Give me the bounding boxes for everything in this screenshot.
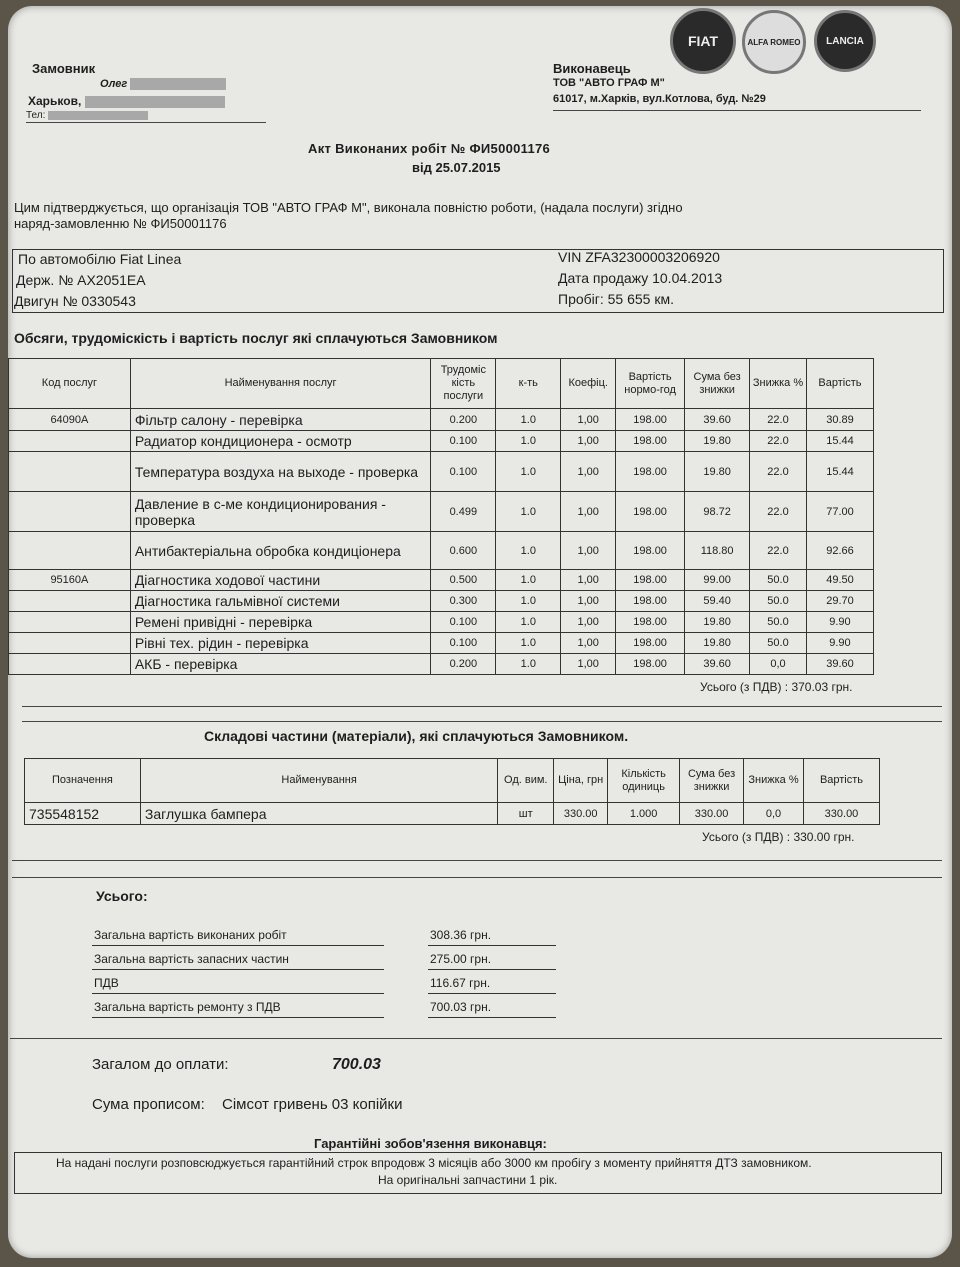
service-qty: 1.0 xyxy=(496,452,561,492)
service-total: 39.60 xyxy=(806,654,873,675)
service-coef: 1,00 xyxy=(561,409,616,431)
summary-value-underline xyxy=(428,1017,556,1018)
service-sum: 59.40 xyxy=(685,591,750,612)
service-qty: 1.0 xyxy=(496,591,561,612)
summary-label: Загальна вартість запасних частин xyxy=(94,952,289,966)
vehicle-engine: Двигун № 0330543 xyxy=(14,293,136,309)
intro-line-1: Цим підтверджується, що організація ТОВ "АВТО ГРАФ М", виконала повністю роботи, (надала послуги) згідно xyxy=(14,200,683,215)
table-row xyxy=(9,452,874,492)
summary-value-underline xyxy=(428,993,556,994)
summary-value: 275.00 грн. xyxy=(430,952,492,966)
service-hours: 0.100 xyxy=(431,633,496,654)
service-coef: 1,00 xyxy=(561,654,616,675)
table-row xyxy=(9,570,874,591)
service-qty: 1.0 xyxy=(496,409,561,431)
summary-label-underline xyxy=(92,1017,384,1018)
services-heading: Обсяги, трудоміскість і вартість послуг які сплачуються Замовником xyxy=(14,330,498,346)
service-code xyxy=(9,532,131,570)
service-coef: 1,00 xyxy=(561,532,616,570)
service-sum: 19.80 xyxy=(685,633,750,654)
service-sum: 19.80 xyxy=(685,452,750,492)
service-sum: 99.00 xyxy=(685,570,750,591)
alfa-romeo-logo: ALFA ROMEO xyxy=(742,10,806,74)
customer-name: Олег xyxy=(100,78,226,90)
part-sum: 330.00 xyxy=(680,803,744,825)
service-code xyxy=(9,591,131,612)
col-part-qty: Кількість одиниць xyxy=(608,759,680,803)
service-qty: 1.0 xyxy=(496,492,561,532)
contractor-heading: Виконавець xyxy=(553,61,631,76)
document-title: Акт Виконаних робіт № ФИ50001176 xyxy=(308,141,551,156)
service-coef: 1,00 xyxy=(561,431,616,452)
service-code xyxy=(9,431,131,452)
part-unit: шт xyxy=(498,803,554,825)
summary-value: 700.03 грн. xyxy=(430,1000,492,1014)
service-name: Радиатор кондиционера - осмотр xyxy=(130,431,431,452)
customer-city: Харьков, xyxy=(28,94,225,108)
service-discount: 50.0 xyxy=(750,570,807,591)
vehicle-mileage: Пробіг: 55 655 км. xyxy=(558,291,674,307)
service-name: Давление в с-ме кондиционирования - проверка xyxy=(130,492,431,532)
service-qty: 1.0 xyxy=(496,633,561,654)
service-coef: 1,00 xyxy=(561,452,616,492)
service-code xyxy=(9,654,131,675)
table-row xyxy=(9,409,874,431)
summary-value: 116.67 грн. xyxy=(430,976,491,990)
service-hours: 0.100 xyxy=(431,431,496,452)
warranty-line-1: На надані послуги розповсюджується гарантійний строк впродовж 3 місяців або 3000 км пробігу з моменту прийняття ДТЗ замовником. xyxy=(56,1156,812,1170)
service-discount: 22.0 xyxy=(750,492,807,532)
service-qty: 1.0 xyxy=(496,612,561,633)
separator-5 xyxy=(10,1038,942,1039)
service-coef: 1,00 xyxy=(561,591,616,612)
document-date: від 25.07.2015 xyxy=(412,160,501,175)
service-total: 9.90 xyxy=(806,612,873,633)
service-rate: 198.00 xyxy=(616,452,685,492)
contractor-address: 61017, м.Харків, вул.Котлова, буд. №29 xyxy=(553,93,766,105)
summary-value-underline xyxy=(428,945,556,946)
part-code: 735548152 xyxy=(25,803,141,825)
service-discount: 22.0 xyxy=(750,431,807,452)
service-rate: 198.00 xyxy=(616,633,685,654)
service-total: 15.44 xyxy=(806,452,873,492)
service-code xyxy=(9,633,131,654)
service-discount: 22.0 xyxy=(750,409,807,431)
service-hours: 0.200 xyxy=(431,409,496,431)
col-part-discount: Знижка % xyxy=(744,759,804,803)
service-coef: 1,00 xyxy=(561,492,616,532)
col-part-code: Позначення xyxy=(25,759,141,803)
table-row xyxy=(9,633,874,654)
service-qty: 1.0 xyxy=(496,532,561,570)
col-part-unit: Од. вим. xyxy=(498,759,554,803)
summary-label-underline xyxy=(92,969,384,970)
col-discount: Знижка % xyxy=(750,359,807,409)
service-coef: 1,00 xyxy=(561,570,616,591)
separator-2 xyxy=(22,721,942,722)
table-row xyxy=(9,654,874,675)
col-part-total: Вартість xyxy=(803,759,879,803)
service-sum: 19.80 xyxy=(685,431,750,452)
parts-total: Усього (з ПДВ) : 330.00 грн. xyxy=(702,830,855,844)
customer-underline xyxy=(26,122,266,123)
service-rate: 198.00 xyxy=(616,409,685,431)
service-name: АКБ - перевірка xyxy=(130,654,431,675)
service-discount: 0,0 xyxy=(750,654,807,675)
intro-line-2: наряд-замовленню № ФИ50001176 xyxy=(14,216,227,231)
service-discount: 50.0 xyxy=(750,633,807,654)
fiat-logo: FIAT xyxy=(670,8,736,74)
service-code xyxy=(9,452,131,492)
lancia-logo: LANCIA xyxy=(814,10,876,72)
service-hours: 0.600 xyxy=(431,532,496,570)
service-sum: 39.60 xyxy=(685,654,750,675)
service-discount: 22.0 xyxy=(750,452,807,492)
service-sum: 19.80 xyxy=(685,612,750,633)
service-hours: 0.100 xyxy=(431,452,496,492)
parts-table xyxy=(24,758,880,825)
service-total: 49.50 xyxy=(806,570,873,591)
service-coef: 1,00 xyxy=(561,612,616,633)
col-rate: Вартість нормо-год xyxy=(616,359,685,409)
service-rate: 198.00 xyxy=(616,492,685,532)
service-name: Температура воздуха на выходе - проверка xyxy=(130,452,431,492)
summary-label: Загальна вартість ремонту з ПДВ xyxy=(94,1000,281,1014)
table-row xyxy=(9,431,874,452)
vehicle-sale-date: Дата продажу 10.04.2013 xyxy=(558,270,723,286)
in-words-value: Сімсот гривень 03 копійки xyxy=(222,1096,403,1113)
services-header-row xyxy=(9,359,874,409)
summary-heading: Усього: xyxy=(96,888,148,904)
service-hours: 0.499 xyxy=(431,492,496,532)
col-part-price: Ціна, грн xyxy=(554,759,608,803)
summary-label: ПДВ xyxy=(94,976,119,990)
service-name: Фільтр салону - перевірка xyxy=(130,409,431,431)
contractor-name: ТОВ "АВТО ГРАФ М" xyxy=(553,77,665,89)
services-total: Усього (з ПДВ) : 370.03 грн. xyxy=(700,680,853,694)
service-total: 15.44 xyxy=(806,431,873,452)
service-code xyxy=(9,612,131,633)
service-qty: 1.0 xyxy=(496,570,561,591)
table-row xyxy=(9,591,874,612)
service-name: Діагностика ходової частини xyxy=(130,570,431,591)
service-rate: 198.00 xyxy=(616,591,685,612)
col-code: Код послуг xyxy=(9,359,131,409)
parts-heading: Складові частини (матеріали), які сплачуються Замовником. xyxy=(204,728,629,744)
part-total: 330.00 xyxy=(803,803,879,825)
service-rate: 198.00 xyxy=(616,654,685,675)
col-part-name: Найменування xyxy=(140,759,497,803)
separator-3 xyxy=(12,860,942,861)
part-qty: 1.000 xyxy=(608,803,680,825)
service-total: 92.66 xyxy=(806,532,873,570)
redacted-phone xyxy=(48,111,148,120)
separator-4 xyxy=(12,877,942,878)
service-name: Ремені привідні - перевірка xyxy=(130,612,431,633)
vehicle-plate: Держ. № АХ2051ЕА xyxy=(16,272,146,288)
service-discount: 50.0 xyxy=(750,591,807,612)
service-name: Антибактеріальна обробка кондиціонера xyxy=(130,532,431,570)
summary-label-underline xyxy=(92,945,384,946)
redacted-surname xyxy=(130,78,226,90)
col-coef: Коефіц. xyxy=(561,359,616,409)
service-total: 77.00 xyxy=(806,492,873,532)
table-row xyxy=(9,532,874,570)
to-pay-value: 700.03 xyxy=(332,1056,381,1073)
service-hours: 0.200 xyxy=(431,654,496,675)
summary-value: 308.36 грн. xyxy=(430,928,492,942)
services-table xyxy=(8,358,874,675)
service-code xyxy=(9,492,131,532)
col-sum: Сума без знижки xyxy=(685,359,750,409)
service-name: Рівні тех. рідин - перевірка xyxy=(130,633,431,654)
col-qty: к-ть xyxy=(496,359,561,409)
invoice-sheet xyxy=(8,6,952,1258)
service-discount: 22.0 xyxy=(750,532,807,570)
redacted-address xyxy=(85,96,225,108)
service-total: 9.90 xyxy=(806,633,873,654)
part-name: Заглушка бампера xyxy=(140,803,497,825)
service-coef: 1,00 xyxy=(561,633,616,654)
part-discount: 0,0 xyxy=(744,803,804,825)
service-code: 95160A xyxy=(9,570,131,591)
table-row xyxy=(9,492,874,532)
col-name: Найменування послуг xyxy=(130,359,431,409)
customer-phone: Тел: xyxy=(26,110,148,121)
service-rate: 198.00 xyxy=(616,532,685,570)
summary-label: Загальна вартість виконаних робіт xyxy=(94,928,287,942)
service-total: 29.70 xyxy=(806,591,873,612)
vehicle-vin: VIN ZFA32300003206920 xyxy=(558,249,720,265)
service-hours: 0.300 xyxy=(431,591,496,612)
service-discount: 50.0 xyxy=(750,612,807,633)
service-rate: 198.00 xyxy=(616,612,685,633)
service-hours: 0.100 xyxy=(431,612,496,633)
warranty-heading: Гарантійні зобов'язення виконавця: xyxy=(314,1136,547,1151)
col-hours: Трудоміс кість послуги xyxy=(431,359,496,409)
service-name: Діагностика гальмівної системи xyxy=(130,591,431,612)
service-code: 64090A xyxy=(9,409,131,431)
separator-1 xyxy=(22,706,942,707)
service-qty: 1.0 xyxy=(496,654,561,675)
contractor-underline xyxy=(553,110,921,111)
warranty-line-2: На оригінальні запчастини 1 рік. xyxy=(378,1173,558,1187)
summary-label-underline xyxy=(92,993,384,994)
service-hours: 0.500 xyxy=(431,570,496,591)
table-row xyxy=(25,803,880,825)
part-price: 330.00 xyxy=(554,803,608,825)
vehicle-model: По автомобілю Fiat Linea xyxy=(18,251,182,267)
table-row xyxy=(9,612,874,633)
customer-heading: Замовник xyxy=(32,61,96,76)
parts-header-row xyxy=(25,759,880,803)
service-rate: 198.00 xyxy=(616,570,685,591)
col-part-sum: Сума без знижки xyxy=(680,759,744,803)
service-rate: 198.00 xyxy=(616,431,685,452)
summary-value-underline xyxy=(428,969,556,970)
to-pay-label: Загалом до оплати: xyxy=(92,1056,229,1073)
service-sum: 39.60 xyxy=(685,409,750,431)
col-total: Вартість xyxy=(806,359,873,409)
service-total: 30.89 xyxy=(806,409,873,431)
service-sum: 98.72 xyxy=(685,492,750,532)
service-qty: 1.0 xyxy=(496,431,561,452)
service-sum: 118.80 xyxy=(685,532,750,570)
in-words-label: Сума прописом: xyxy=(92,1096,205,1113)
